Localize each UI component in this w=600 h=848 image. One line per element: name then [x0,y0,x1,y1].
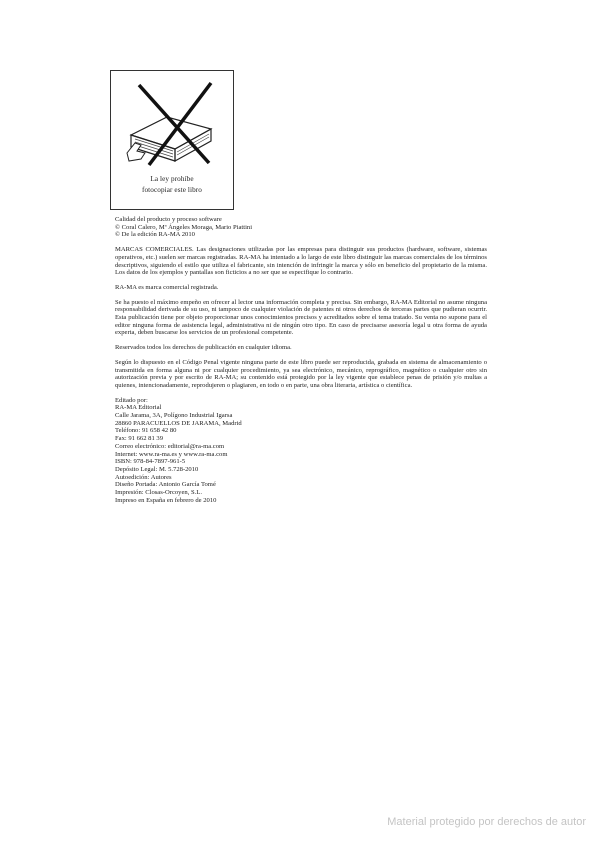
publisher-line: Depósito Legal: M. 5.728-2010 [115,465,199,473]
publisher-line: Editado por: [115,396,148,404]
book-title: Calidad del producto y proceso software [115,216,222,223]
publisher-info [115,397,487,505]
no-photocopy-logo [110,70,234,210]
copyright-watermark: Material protegido por derechos de autor [387,816,586,828]
book-crossed-icon [121,79,225,171]
disclaimer-paragraph: Se ha puesto el máximo empeño en ofrecer al lector una información completa y precisa. Sin embargo, RA-MA Editorial no asume ninguna responsabilidad derivada de su uso, ni tampoco de cualquier violación de patentes ni otros derechos de terceras partes que pudieran ocurrir. Esta publicación tiene por objeto proporcionar unos conocimientos precisos y acreditados sobre el tema tratado. Su venta no supone para el editor ninguna forma de asistencia legal, administrativa ni de ningún otro tipo. En caso de precisarse asesoría legal u otra forma de ayuda experta, deben buscarse los servicios de un profesional competente. [115,298,487,337]
publisher-line: Internet: www.ra-ma.es y www.ra-ma.com [115,450,228,458]
publisher-line: ISBN: 978-84-7897-961-5 [115,458,186,466]
publisher-line: Impreso en España en febrero de 2010 [115,496,217,504]
copyright-page-content [115,216,487,505]
logo-caption-line1: La ley prohíbe [150,175,194,183]
publisher-line: Fax: 91 662 81 39 [115,435,163,443]
authors-copyright: © Coral Calero, Mª Ángeles Moraga, Mario Piattini [115,223,253,231]
publisher-line: Teléfono: 91 658 42 80 [115,427,177,435]
logo-caption-line2: fotocopiar este libro [142,186,202,194]
penal-code-paragraph: Según lo dispuesto en el Código Penal vigente ninguna parte de este libro puede ser reproducida, grabada en sistema de almacenamiento o transmitida en forma alguna ni por cualquier procedimiento, ya sea electrónico, mecánico, reprográfico, magnético o cualquier otro sin autorización previa y por escrito de RA-MA; su contenido está protegido por la ley vigente que establece penas de prisión y/o multas a quienes, intencionadamente, reprodujeren o plagiaren, en todo o en parte, una obra literaria, artística o científica. [115,358,487,389]
title-block [115,216,487,239]
edition-copyright: © De la edición RA-MA 2010 [115,231,195,239]
trademarks-paragraph: MARCAS COMERCIALES. Las designaciones utilizadas por las empresas para distinguir sus productos (hardware, software, sistemas operativos, etc.) suelen ser marcas registradas. RA-MA ha intentado a lo largo de este libro distinguir las marcas comerciales de los términos descriptivos, siguiendo el estilo que utiliza el fabricante, sin intención de infringir la marca y sólo en beneficio del propietario de la misma. Los datos de los ejemplos y pantallas son ficticios a no ser que se especifique lo contrario. [115,246,487,277]
publisher-line: Autoedición: Autores [115,473,172,481]
rights-reserved-note: Reservados todos los derechos de publicación en cualquier idioma. [115,344,292,352]
publisher-line: RA-MA Editorial [115,404,162,412]
publisher-line: Diseño Portada: Antonio García Tomé [115,481,216,489]
publisher-line: 28860 PARACUELLOS DE JARAMA, Madrid [115,419,242,427]
publisher-line: Impresión: Closas-Orcoyen, S.L. [115,489,202,497]
publisher-line: Calle Jarama, 3A, Polígono Industrial Igarsa [115,412,233,420]
registered-trademark-note: RA-MA es marca comercial registrada. [115,283,219,291]
publisher-line: Correo electrónico: editorial@ra-ma.com [115,442,225,450]
